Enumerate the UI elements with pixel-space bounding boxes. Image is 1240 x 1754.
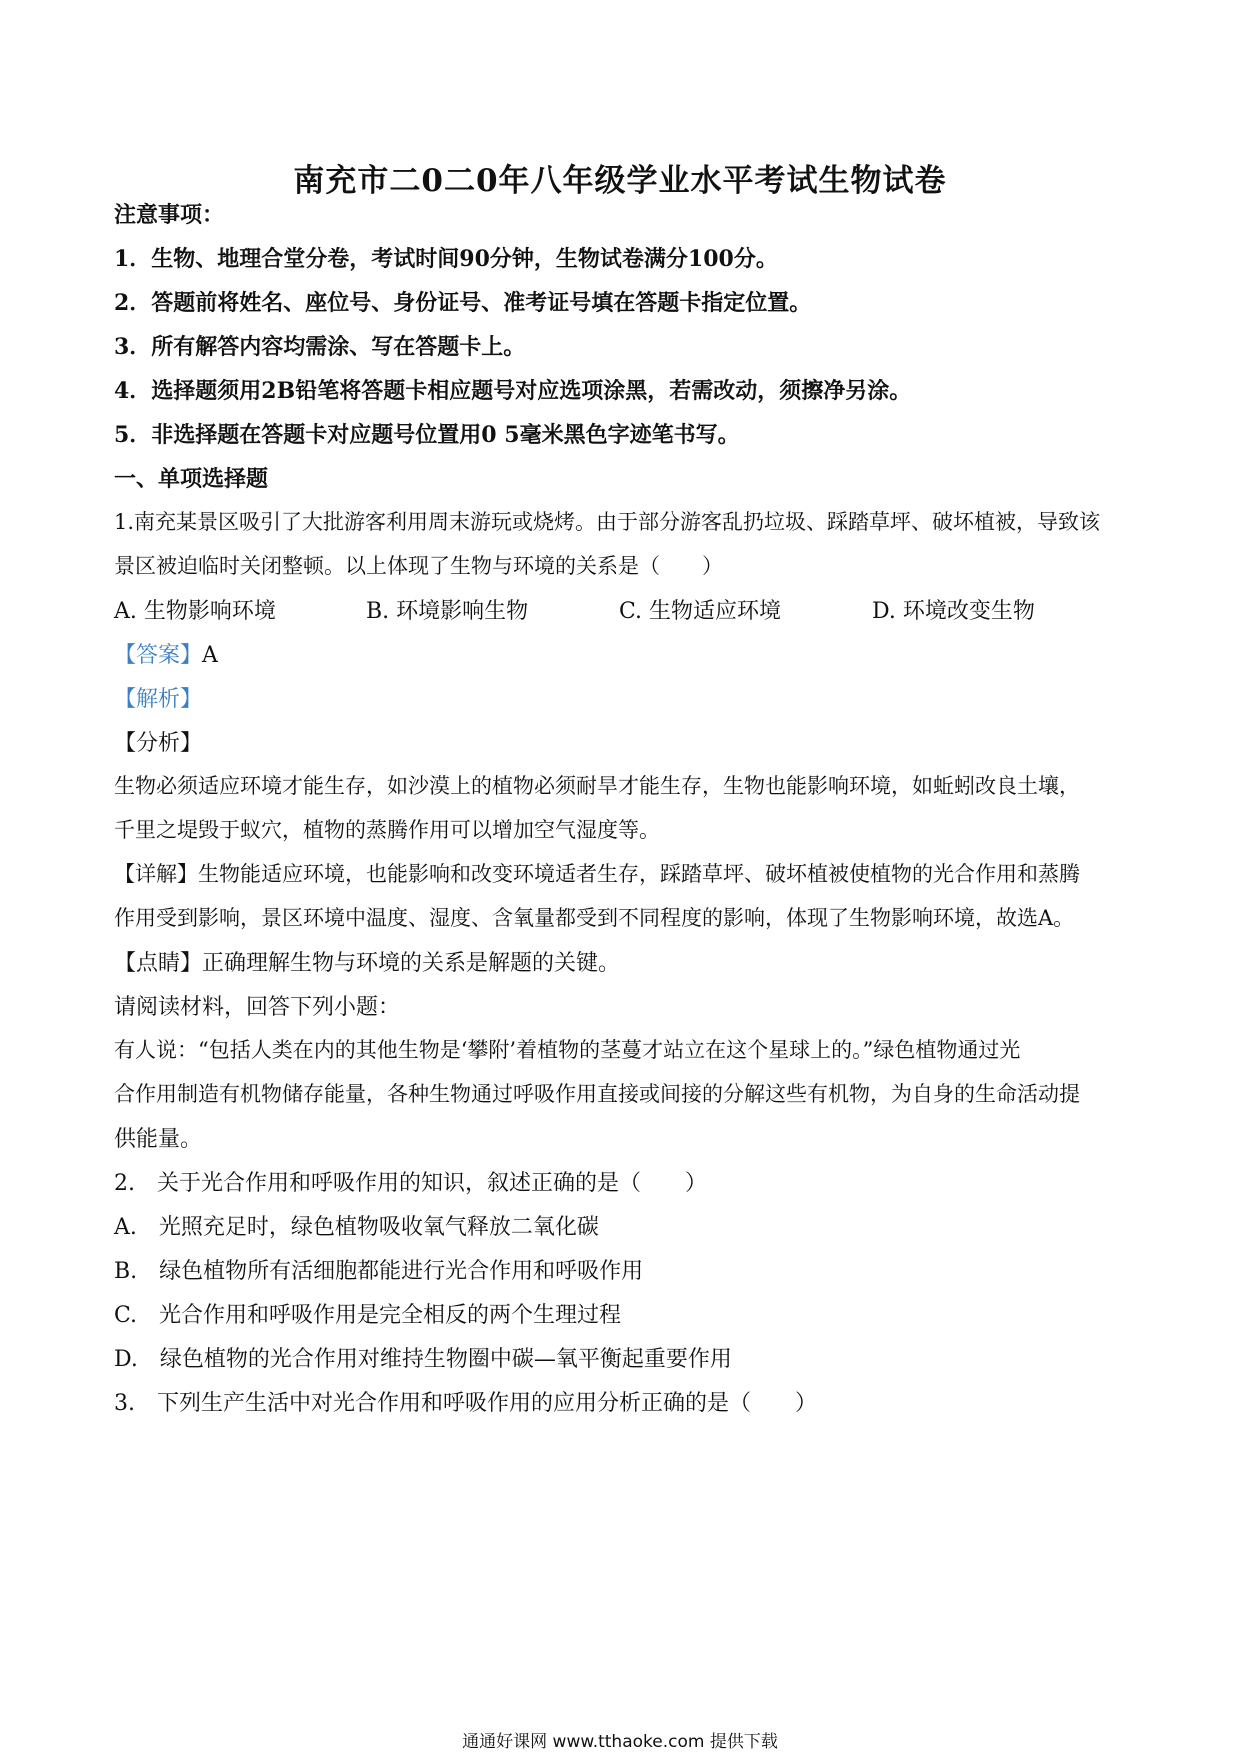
q2-stem: 2. 关于光合作用和呼吸作用的知识，叙述正确的是（ ） [114, 1171, 707, 1196]
page-title: 南充市二0二0年八年级学业水平考试生物试卷 [293, 163, 947, 199]
material-line3: 供能量。 [114, 1127, 203, 1152]
notice-item-2: 2．答题前将姓名、座位号、身份证号、准考证号填在答题卡指定位置。 [114, 290, 812, 316]
fenxi-line2: 千里之堤毁于蚁穴，植物的蒸腾作用可以增加空气湿度等。 [114, 818, 660, 842]
q3-stem: 3. 下列生产生活中对光合作用和呼吸作用的应用分析正确的是（ ） [114, 1391, 817, 1416]
notice-item-5: 5．非选择题在答题卡对应题号位置用0 5毫米黑色字迹笔书写。 [114, 422, 740, 448]
q2-option-c: C. 光合作用和呼吸作用是完全相反的两个生理过程 [114, 1303, 622, 1328]
notice-item-1: 1．生物、地理合堂分卷，考试时间90分钟，生物试卷满分100分。 [114, 246, 778, 272]
fenxi-line1: 生物必须适应环境才能生存，如沙漠上的植物必须耐旱才能生存，生物也能影响环境，如蚯蚓改良土壤， [114, 774, 1080, 798]
dianjing-line: 【点睛】正确理解生物与环境的关系是解题的关键。 [114, 951, 621, 976]
xiangjie-line2: 作用受到影响，景区环境中温度、湿度、含氧量都受到不同程度的影响，体现了生物影响环境，故选A。 [114, 906, 1075, 930]
answer-label: 【答案】 [114, 643, 203, 668]
q1-stem-line2: 景区被迫临时关闭整顿。以上体现了生物与环境的关系是（ ） [114, 554, 723, 578]
material-line1: 有人说：“包括人类在内的其他生物是‘攀附’着植物的茎蔓才站立在这个星球上的。”绿色植物通过光 [114, 1038, 1021, 1062]
q1-option-a: A. 生物影响环境 [114, 599, 276, 624]
page-footer: 通通好课网 www.tthaoke.com 提供下载 [462, 1732, 778, 1752]
q1-option-b: B. 环境影响生物 [366, 599, 529, 624]
material-intro: 请阅读材料，回答下列小题： [114, 995, 401, 1020]
answer-line [114, 638, 218, 669]
answer-value: A [202, 643, 218, 668]
jiexi-label: 【解析】 [114, 687, 203, 712]
q1-stem-line1: 1.南充某景区吸引了大批游客利用周末游玩或烧烤。由于部分游客乱扔垃圾、踩踏草坪、破坏植被，导致该 [114, 510, 1101, 534]
q2-option-a: A. 光照充足时，绿色植物吸收氧气释放二氧化碳 [114, 1215, 599, 1240]
fenxi-label: 【分析】 [114, 731, 203, 756]
notice-item-4: 4．选择题须用2B铅笔将答题卡相应题号对应选项涂黑，若需改动，须擦净另涂。 [114, 378, 912, 404]
notice-heading: 注意事项： [114, 202, 225, 228]
material-line2: 合作用制造有机物储存能量，各种生物通过呼吸作用直接或间接的分解这些有机物，为自身的生命活动提 [114, 1082, 1080, 1106]
q1-option-c: C. 生物适应环境 [619, 599, 782, 624]
section-heading: 一、单项选择题 [114, 466, 269, 492]
q1-option-d: D. 环境改变生物 [872, 599, 1035, 624]
notice-item-3: 3．所有解答内容均需涂、写在答题卡上。 [114, 334, 526, 360]
q2-option-b: B. 绿色植物所有活细胞都能进行光合作用和呼吸作用 [114, 1259, 644, 1284]
xiangjie-line1: 【详解】生物能适应环境，也能影响和改变环境适者生存，踩踏草坪、破坏植被使植物的光合作用和蒸腾 [114, 862, 1080, 886]
q2-option-d: D. 绿色植物的光合作用对维持生物圈中碳—氧平衡起重要作用 [114, 1347, 732, 1372]
